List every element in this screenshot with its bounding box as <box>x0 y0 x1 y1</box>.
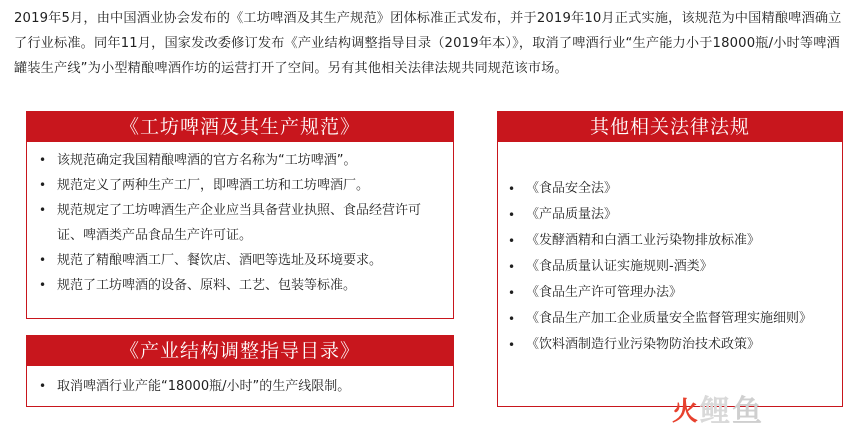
other-laws-list <box>498 142 842 358</box>
standard-panel <box>26 111 454 319</box>
catalog-panel-title: 《产业结构调整指导目录》 <box>27 336 453 366</box>
other-laws-panel-title: 其他相关法律法规 <box>498 112 842 142</box>
list-item: • 《发酵酒精和白酒工业污染物排放标准》 <box>526 228 834 254</box>
catalog-panel <box>26 335 454 407</box>
list-item: • 规范规定了工坊啤酒生产企业应当具备营业执照、食品经营许可证、啤酒类产品食品生产许可证。 <box>57 198 445 248</box>
list-item: • 《产品质量法》 <box>526 202 834 228</box>
standard-list <box>27 142 453 298</box>
list-item: • 《食品生产加工企业质量安全监督管理实施细则》 <box>526 306 834 332</box>
standard-panel-title: 《工坊啤酒及其生产规范》 <box>27 112 453 142</box>
catalog-list <box>27 366 453 399</box>
other-laws-panel <box>497 111 843 407</box>
watermark-char-3: 鱼 <box>732 394 763 429</box>
intro-paragraph: 2019年5月，由中国酒业协会发布的《工坊啤酒及其生产规范》团体标准正式发布，并于2019年10月正式实施，该规范为中国精酿啤酒确立了行业标准。同年11月，国家发改委修订发布《产业结构调整指导目录（2019年本）》，取消了啤酒行业“生产能力小于18000瓶/小时等啤酒罐装生产线”为小型精酿啤酒作坊的运营打开了空间。另有其他相关法律法规共同规范该市场。 <box>14 11 842 76</box>
list-item: • 规范定义了两种生产工厂，即啤酒工坊和工坊啤酒厂。 <box>57 173 445 198</box>
list-item: • 取消啤酒行业产能“18000瓶/小时”的生产线限制。 <box>57 374 445 399</box>
list-item: • 该规范确定我国精酿啤酒的官方名称为“工坊啤酒”。 <box>57 148 445 173</box>
list-item: • 规范了精酿啤酒工厂、餐饮店、酒吧等选址及环境要求。 <box>57 248 445 273</box>
watermark-logo <box>672 392 832 432</box>
list-item: • 《饮料酒制造行业污染物防治技术政策》 <box>526 332 834 358</box>
watermark-char-1: 火 <box>672 397 699 427</box>
list-item: • 规范了工坊啤酒的设备、原料、工艺、包装等标准。 <box>57 273 445 298</box>
list-item: • 《食品安全法》 <box>526 176 834 202</box>
list-item: • 《食品生产许可管理办法》 <box>526 280 834 306</box>
list-item: • 《食品质量认证实施规则-酒类》 <box>526 254 834 280</box>
watermark-char-2: 鲤 <box>700 394 731 429</box>
